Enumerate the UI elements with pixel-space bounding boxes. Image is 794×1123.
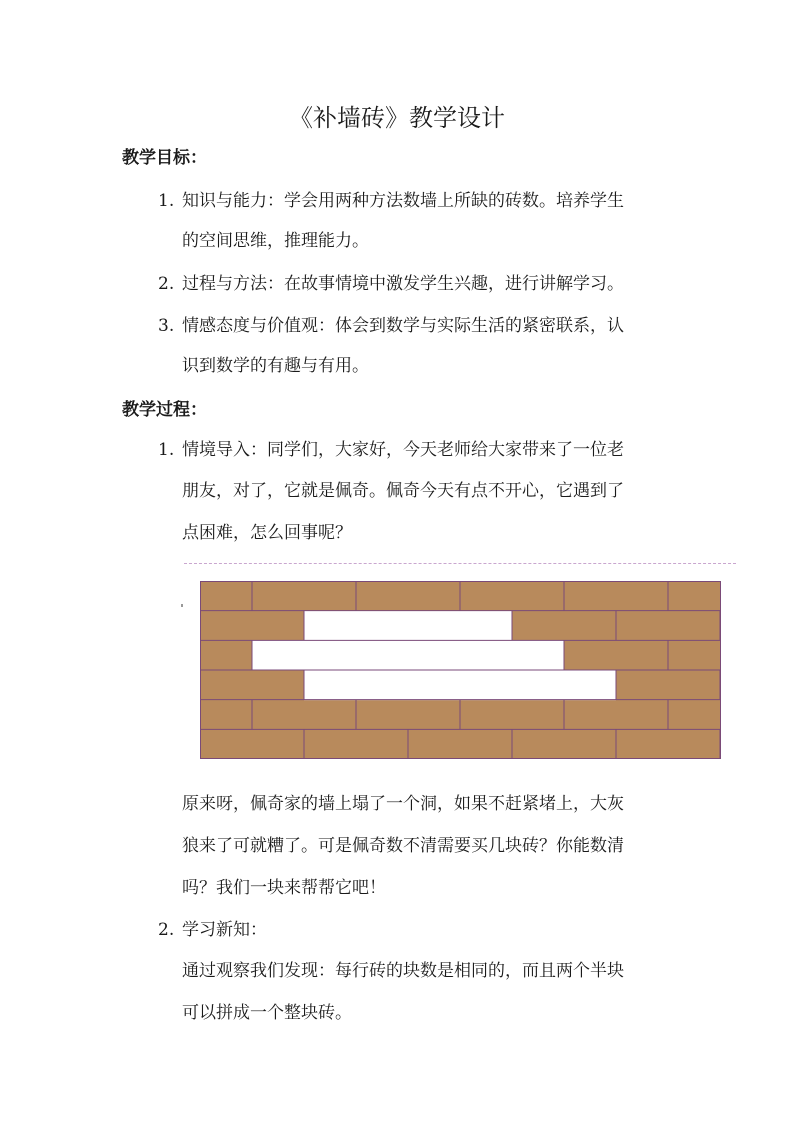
margin-mark — [181, 604, 183, 607]
missing-bricks-hole — [304, 670, 616, 700]
objective-3-line-1: 情感态度与价值观：体会到数学与实际生活的紧密联系，认 — [182, 316, 624, 336]
process-2-line-1: 学习新知： — [182, 920, 267, 940]
list-number: 3. — [158, 316, 175, 336]
observe-line-2: 可以拼成一个整块砖。 — [182, 1003, 352, 1023]
story-line-3: 吗？我们一块来帮帮它吧！ — [182, 878, 386, 898]
objective-2-line-1: 过程与方法：在故事情境中激发学生兴趣，进行讲解学习。 — [182, 274, 624, 294]
brick-wall-figure — [200, 581, 721, 759]
objectives-heading: 教学目标： — [122, 148, 207, 168]
list-number: 1. — [158, 191, 175, 211]
list-number: 2. — [158, 920, 175, 940]
process-heading: 教学过程： — [122, 400, 207, 420]
section-divider — [184, 563, 736, 564]
objective-3-line-2: 识到数学的有趣与有用。 — [182, 356, 369, 376]
list-number: 1. — [158, 440, 175, 460]
missing-bricks-hole — [252, 640, 564, 670]
process-1-line-1: 情境导入：同学们，大家好，今天老师给大家带来了一位老 — [182, 440, 624, 460]
story-line-1: 原来呀，佩奇家的墙上塌了一个洞，如果不赶紧堵上，大灰 — [182, 794, 624, 814]
missing-bricks-hole — [304, 611, 512, 641]
document-title: 《补墙砖》教学设计 — [289, 104, 505, 132]
process-1-line-3: 点困难，怎么回事呢？ — [182, 523, 352, 543]
story-line-2: 狼来了可就糟了。可是佩奇数不清需要买几块砖？你能数清 — [182, 836, 624, 856]
observe-line-1: 通过观察我们发现：每行砖的块数是相同的，而且两个半块 — [182, 961, 624, 981]
objective-1-line-2: 的空间思维，推理能力。 — [182, 231, 369, 251]
objective-1-line-1: 知识与能力：学会用两种方法数墙上所缺的砖数。培养学生 — [182, 191, 624, 211]
list-number: 2. — [158, 274, 175, 294]
process-1-line-2: 朋友，对了，它就是佩奇。佩奇今天有点不开心，它遇到了 — [182, 481, 624, 501]
